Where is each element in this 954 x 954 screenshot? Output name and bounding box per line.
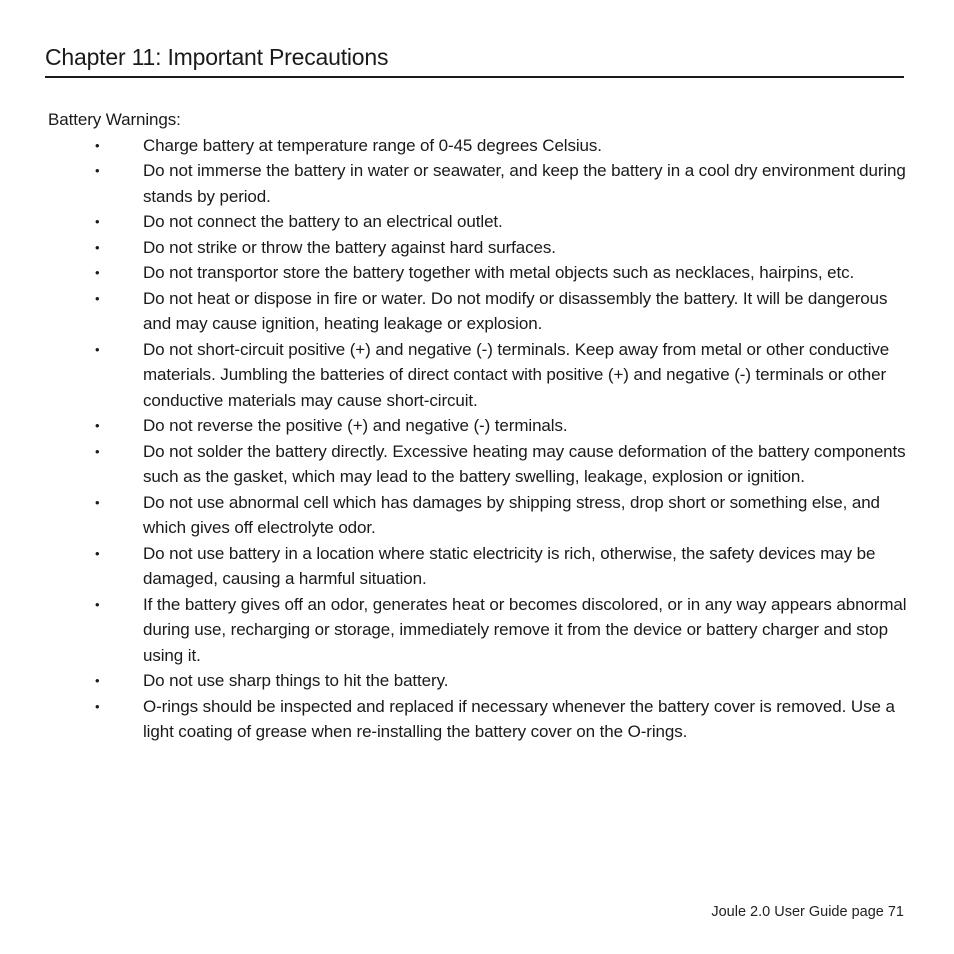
- battery-warnings-section: [48, 107, 910, 745]
- warning-item: [48, 158, 910, 209]
- warning-list: [48, 133, 910, 745]
- warning-item: [48, 413, 910, 439]
- bullet-icon: •: [95, 545, 100, 561]
- bullet-icon: •: [95, 418, 100, 433]
- warning-item: [48, 668, 910, 694]
- warning-text: Do not use abnormal cell which has damages by shipping stress, drop short or something else, and which gives off electrolyte odor.: [143, 492, 880, 537]
- warning-item: [48, 133, 910, 159]
- warning-text: Do not connect the battery to an electrical outlet.: [143, 212, 503, 231]
- warning-item: [48, 235, 910, 261]
- warning-text: Do not heat or dispose in fire or water. Do not modify or disassembly the battery. It will be dangerous and may cause ignition, heating leakage or explosion.: [143, 288, 888, 333]
- warning-item: [48, 694, 910, 745]
- bullet-icon: •: [95, 341, 100, 357]
- warning-text: Do not transportor store the battery together with metal objects such as necklaces, hairpins, etc.: [143, 263, 855, 282]
- bullet-icon: •: [95, 163, 100, 178]
- bullet-icon: •: [95, 137, 100, 153]
- page-title: Chapter 11: Important Precautions: [45, 44, 389, 70]
- warning-item: [48, 260, 910, 286]
- warning-text: Do not short-circuit positive (+) and negative (-) terminals. Keep away from metal or other conductive materials. Jumbling the batteries of direct contact with positive (+) and negative (-) terminals or other conductive materials may cause short-circuit.: [143, 339, 890, 410]
- warning-item: [48, 286, 910, 337]
- warning-item: [48, 592, 910, 669]
- bullet-icon: •: [95, 494, 100, 510]
- bullet-icon: •: [95, 596, 100, 612]
- bullet-icon: •: [95, 239, 100, 255]
- warning-item: [48, 337, 910, 414]
- bullet-icon: •: [95, 673, 100, 688]
- warning-text: Do not strike or throw the battery against hard surfaces.: [143, 237, 556, 257]
- warning-text: Do not immerse the battery in water or seawater, and keep the battery in a cool dry environment during stands by period.: [143, 161, 906, 206]
- bullet-icon: •: [95, 443, 100, 459]
- page-footer: Joule 2.0 User Guide page 71: [711, 904, 904, 920]
- warning-item: [48, 490, 910, 541]
- warning-text: Do not use sharp things to hit the battery.: [143, 671, 449, 690]
- warning-text: Do not solder the battery directly. Excessive heating may cause deformation of the battery components such as the gasket, which may lead to the battery swelling, leakage, explosion or ignition.: [143, 441, 906, 486]
- bullet-icon: •: [95, 265, 100, 280]
- warning-text: Do not use battery in a location where static electricity is rich, otherwise, the safety devices may be damaged, causing a harmful situation.: [143, 543, 876, 588]
- section-heading: Battery Warnings:: [48, 110, 181, 129]
- page-header: [45, 40, 904, 78]
- warning-item: [48, 439, 910, 490]
- bullet-icon: •: [95, 214, 100, 229]
- warning-text: O-rings should be inspected and replaced if necessary whenever the battery cover is removed. Use a light coating of grease when re-installing the battery cover on the O-rings.: [143, 696, 895, 741]
- warning-text: If the battery gives off an odor, generates heat or becomes discolored, or in any way appears abnormal during use, recharging or storage, immediately remove it from the device or battery charger and stop using it.: [143, 594, 907, 665]
- warning-item: [48, 209, 910, 235]
- warning-item: [48, 541, 910, 592]
- bullet-icon: •: [95, 698, 100, 714]
- warning-text: Do not reverse the positive (+) and negative (-) terminals.: [143, 416, 568, 435]
- warning-text: Charge battery at temperature range of 0-45 degrees Celsius.: [143, 135, 602, 155]
- bullet-icon: •: [95, 290, 100, 306]
